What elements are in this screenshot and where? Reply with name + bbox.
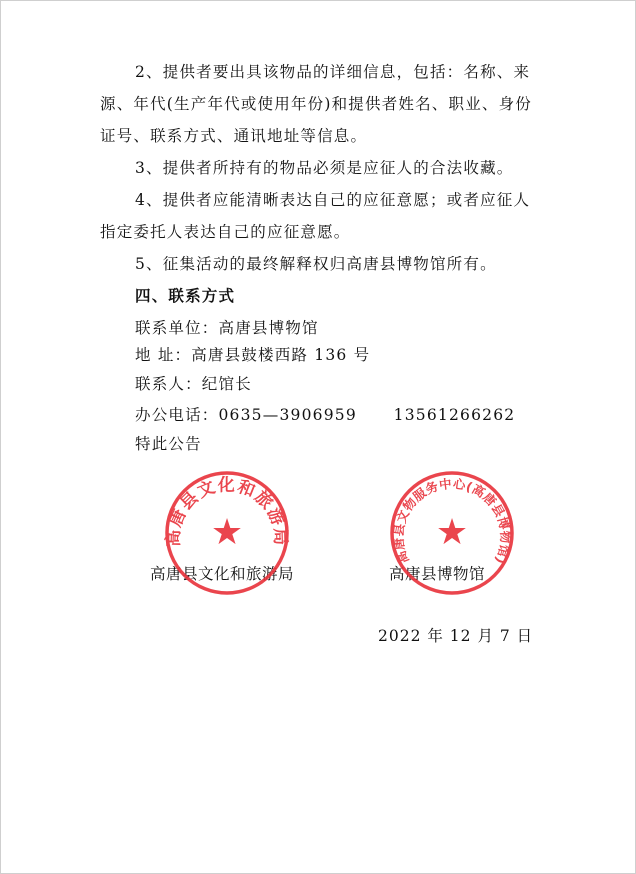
section-heading: 四、联系方式 (135, 286, 236, 305)
star-icon: ★ (435, 512, 469, 553)
contact-phone: 办公电话：0635—3906959 13561266262 (135, 406, 516, 424)
document-date: 2022 年 12 月 7 日 (378, 627, 534, 645)
body-line: 4、提供者应能清晰表达自己的应征意愿；或者应征人 (135, 191, 531, 209)
star-icon: ★ (210, 512, 244, 553)
seal-right-text: 高唐县文物服务中心(高唐县博物馆) (390, 475, 514, 567)
body-line: 指定委托人表达自己的应征意愿。 (100, 223, 351, 241)
seal-left (162, 468, 292, 598)
signature-right: 高唐县博物馆 (389, 565, 486, 583)
body-line: 源、年代(生产年代或使用年份)和提供者姓名、职业、身份 (100, 95, 532, 113)
body-line: 证号、联系方式、通讯地址等信息。 (100, 127, 368, 145)
contact-address: 地 址：高唐县鼓楼西路 136 号 (135, 346, 371, 364)
contact-person: 联系人：纪馆长 (135, 375, 252, 393)
body-line: 2、提供者要出具该物品的详细信息，包括：名称、来 (135, 63, 531, 81)
contact-unit: 联系单位：高唐县博物馆 (135, 319, 319, 337)
closing-text: 特此公告 (135, 435, 202, 453)
body-line: 3、提供者所持有的物品必须是应征人的合法收藏。 (135, 159, 514, 177)
body-line: 5、征集活动的最终解释权归高唐县博物馆所有。 (135, 255, 497, 273)
seal-right (387, 468, 517, 598)
signature-left: 高唐县文化和旅游局 (150, 565, 295, 583)
seal-left-text: 高唐县文化和旅游局 (163, 475, 291, 547)
